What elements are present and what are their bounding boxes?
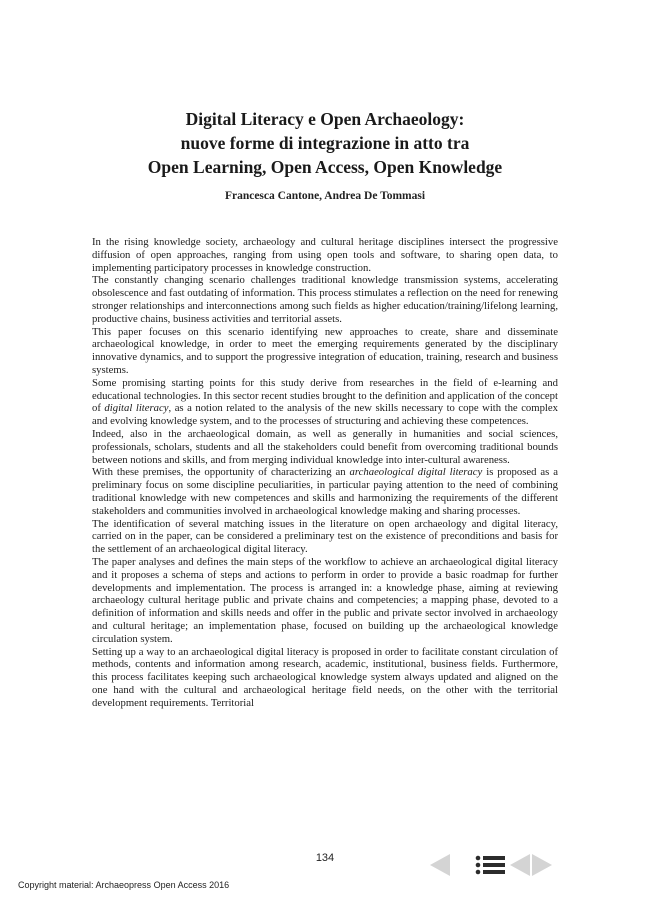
- italic-term: archaeological digital literacy: [349, 466, 483, 479]
- title-line: Digital Literacy e Open Archaeology:: [185, 109, 465, 129]
- page-number: 134: [315, 852, 335, 864]
- abstract-body: [92, 236, 558, 709]
- triangle-left-icon[interactable]: [430, 854, 450, 876]
- page-navigation: [430, 852, 555, 878]
- italic-term: digital literacy: [104, 402, 169, 415]
- paragraph: Some promising starting points for this study derive from researches in the field of e-learning and educational technologies. In this sector recent studies brought to the definition and application of the concept of digital literacy, as a notion related to the analysis of the new skills necessary to cope with the complex and evolving knowledge system, and to the processes of structuring and achieving these competences.: [92, 376, 558, 428]
- menu-list-icon[interactable]: [476, 856, 505, 875]
- paragraph: The constantly changing scenario challenges traditional knowledge transmission systems, accelerating obsolescence and fast outdating of information. This process stimulates a reflection on the need for renewing stronger relationships and interconnections among such fields as higher education/training/lifelong learning, productive chains, business activities and territorial assets.: [92, 274, 558, 325]
- paragraph: Indeed, also in the archaeological domain, as well as generally in humanities and social sciences, professionals, scholars, students and all the stakeholders could benefit from overcoming traditional bounds between notions and skills, and from merging individual knowledge into inter-cultural awareness.: [92, 427, 558, 466]
- paragraph: This paper focuses on this scenario identifying new approaches to create, share and disseminate archaeological knowledge, in order to meet the emerging requirements generated by the disciplinary innovative dynamics, and to support the progressive integration of education, training, research and business systems.: [92, 325, 558, 376]
- triangle-right-icon[interactable]: [532, 854, 552, 876]
- paragraph: The identification of several matching issues in the literature on open archaeology and digital literacy, carried on in the paper, can be considered a preliminary test on the existence of preconditions and basis for the settlement of an archaeological digital literacy.: [92, 517, 558, 556]
- paper-title: [0, 107, 650, 179]
- copyright-notice: Copyright material: Archaeopress Open Access 2016: [18, 880, 230, 890]
- triangle-left-icon[interactable]: [510, 854, 530, 876]
- title-line: Open Learning, Open Access, Open Knowledge: [147, 157, 503, 177]
- paragraph: Setting up a way to an archaeological digital literacy is proposed in order to facilitate constant circulation of methods, contents and information among research, academic, institutional, business fields. Furthermore, this process facilitates keeping such archaeological knowledge system always updated and aligned on the one hand with the cultural and archaeological heritage field needs, on the other with the territorial development requirements. Territorial: [92, 645, 558, 709]
- paragraph: The paper analyses and defines the main steps of the workflow to achieve an archaeological digital literacy and it proposes a schema of steps and actions to perform in order to provide a basic roadmap for further developments and implementation. The process is arranged in: a knowledge phase, aiming at reviewing archaeology cultural heritage public and private chains and competencies; a mapping phase, devoted to a definition of information and skills needs and offer in the public and private sector involved in archaeology and cultural heritage; an implementation phase, focused on building up the archaeological knowledge circulation system.: [92, 555, 558, 645]
- title-line: nuove forme di integrazione in atto tra: [180, 133, 470, 153]
- authors: Francesca Cantone, Andrea De Tommasi: [224, 190, 426, 202]
- paragraph: With these premises, the opportunity of characterizing an archaeological digital literacy is proposed as a preliminary focus on some discipline peculiarities, in particular paying attention to the need of combining traditional knowledge with new competences and skills and harmonizing the requirements of the different stakeholders and communities involved in archaeological knowledge making and sharing processes.: [92, 466, 558, 517]
- paragraph: In the rising knowledge society, archaeology and cultural heritage disciplines intersect the progressive diffusion of open approaches, ranging from using open tools and software, to sharing open data, to implementing participatory processes in knowledge construction.: [92, 236, 558, 274]
